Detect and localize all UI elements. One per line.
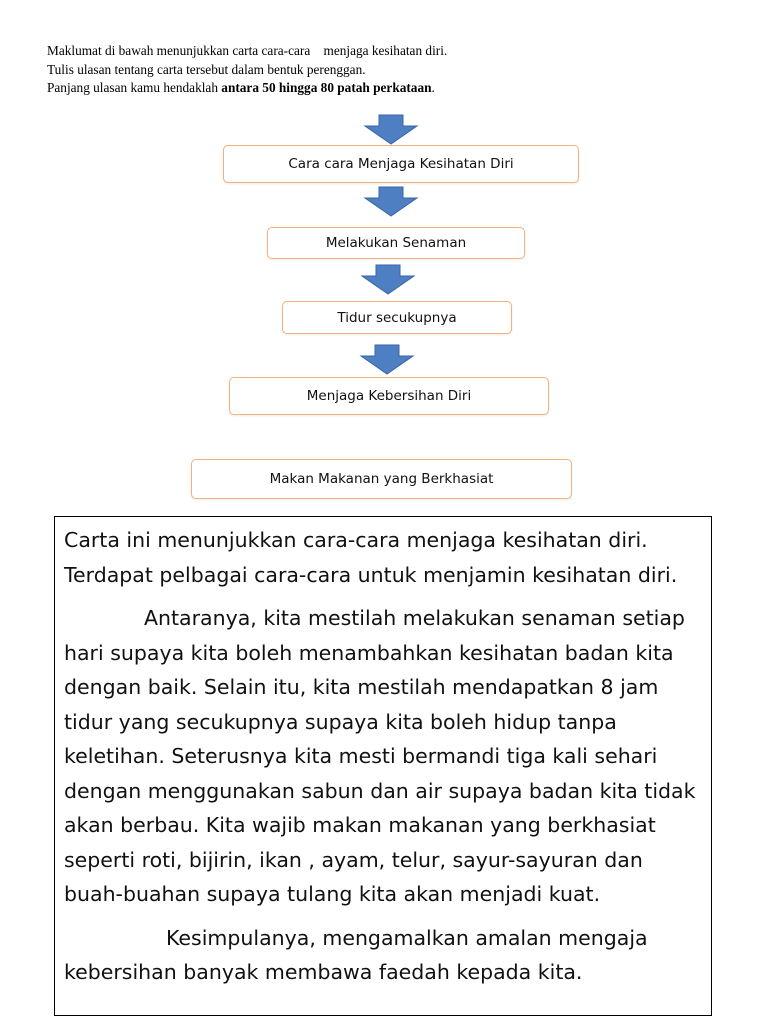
arrow-shape: [365, 115, 417, 144]
instructions: [47, 42, 727, 98]
word-count-requirement: antara 50 hingga 80 patah perkataan: [221, 80, 432, 95]
arrow-shape: [365, 187, 417, 216]
flow-box-nutrition: Makan Makanan yang Berkhasiat: [191, 459, 572, 499]
down-arrow-icon: [363, 114, 419, 145]
flow-box-hygiene: Menjaga Kebersihan Diri: [229, 377, 549, 415]
instruction-line-1: Maklumat di bawah menunjukkan carta cara-cara menjaga kesihatan diri.: [47, 43, 448, 58]
essay-box: [54, 516, 712, 1016]
essay-paragraph-3: Kesimpulanya, mengamalkan amalan mengaja kebersihan banyak membawa faedah kepada kita.: [64, 925, 648, 984]
instruction-line-2: Tulis ulasan tentang carta tersebut dalam bentuk perenggan.: [47, 61, 366, 77]
instruction-line-3: [47, 79, 727, 98]
down-arrow-icon: [360, 264, 416, 295]
flow-box-main-title: Cara cara Menjaga Kesihatan Diri: [223, 145, 579, 183]
essay-paragraph-1: Carta ini menunjukkan cara-cara menjaga kesihatan diri. Terdapat pelbagai cara-cara untuk menjamin kesihatan diri.: [64, 528, 678, 587]
flow-box-exercise: Melakukan Senaman: [267, 227, 525, 259]
down-arrow-icon: [359, 344, 415, 375]
instruction-line-3-prefix: Panjang ulasan kamu hendaklah: [47, 80, 222, 95]
arrow-shape: [362, 265, 414, 294]
down-arrow-icon: [363, 186, 419, 217]
instruction-line-3-suffix: .: [431, 80, 435, 95]
flow-box-sleep: Tidur secukupnya: [282, 301, 512, 334]
essay-paragraph-2: Antaranya, kita mestilah melakukan senaman setiap hari supaya kita boleh menambahkan kesihatan badan kita dengan baik. Selain itu, kita mestilah mendapatkan 8 jam tidur yang secukupnya supaya kita boleh hidup tanpa keletihan. Seterusnya kita mesti bermandi tiga kali sehari dengan menggunakan sabun dan air supaya badan kita tidak akan berbau. Kita wajib makan makanan yang berkhasiat seperti roti, bijirin, ikan , ayam, telur, sayur-sayuran dan buah-buahan supaya tulang kita akan menjadi kuat.: [64, 606, 696, 906]
arrow-shape: [361, 345, 413, 374]
